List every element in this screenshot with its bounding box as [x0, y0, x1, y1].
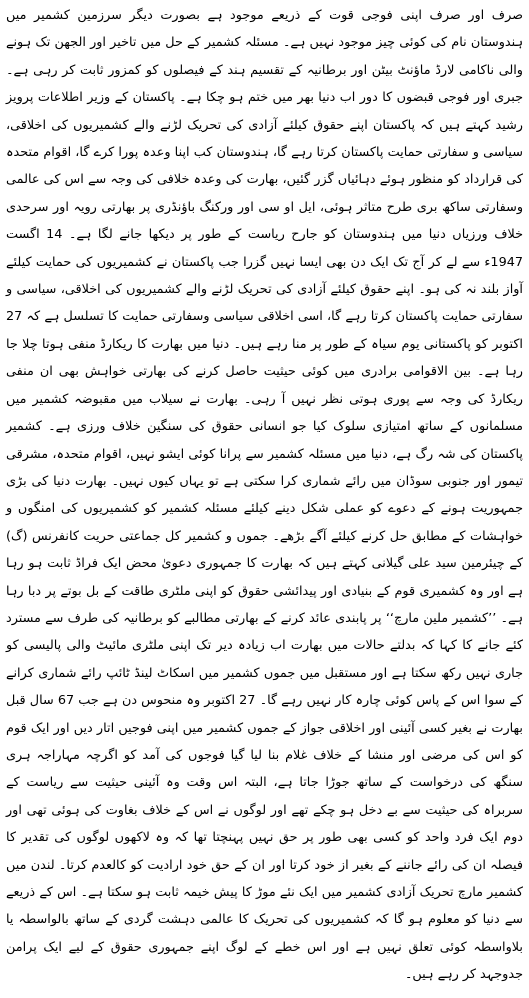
article-body: صرف اور صرف اپنی فوجی قوت کے ذریعے موجود ہے بصورت دیگر سرزمین کشمیر میں ہندوستان نام کی کوئی چیز موجود نہیں ہے۔ مسئلہ کشمیر کے حل میں تاخیر اور الجھن تک ہونے والی ناکامی لارڈ ماؤنٹ بیٹن اور برطانیہ کے تقسیم ہند کے فیصلوں کو کمزور ثابت کر رہی ہے۔ جبری اور فوجی قبضوں کا دور اب دنیا بھر میں ختم ہو چکا ہے۔ پاکستان کے وزیر اطلاعات پرویز رشید کہتے ہیں کہ پاکستان اپنے حقوق کیلئے آزادی کی تحریک لڑنے والے کشمیریوں کی اخلاقی، سیاسی و سفارتی حمایت پاکستان کرتا رہے گا، ہندوستان کب اپنا وعدہ پورا کرے گا، اقوام متحدہ کی قرارداد کو منظور ہوئے دہائیاں گزر گئیں، بھارت کی وعدہ خلافی کی وجہ سے اس کی عالمی وسفارتی ساکھ بری طرح متاثر ہوئی، ایل او سی اور ورکنگ باؤنڈری پر بھارتی رویہ اور سرحدی خلاف ورزیاں دنیا میں ہندوستان کو جارح ریاست کے طور پر دیکھا جانے لگا ہے۔ 14 اگست 1947ء سے لے کر آج تک ایک دن بھی ایسا نہیں گزرا جب پاکستان نے کشمیریوں کی حمایت کیلئے آواز بلند نہ کی ہو۔ اپنے حقوق کیلئے آزادی کی تحریک لڑنے والے کشمیریوں کی اخلاقی، سیاسی و سفارتی حمایت پاکستان کرتا رہے گا، اسی اخلاقی سیاسی وسفارتی حمایت کا تسلسل ہے کہ 27 اکتوبر کو پاکستانی یوم سیاہ کے طور پر منا رہے ہیں۔ دنیا میں بھارت کا ریکارڈ منفی ہوتا چلا جا رہا ہے۔ بین الاقوامی برادری میں کوئی حیثیت حاصل کرنے کی بھارتی خواہش بھی ان منفی ریکارڈ کی وجہ سے پوری ہوتی نظر نہیں آ رہی۔ بھارت نے سیلاب میں مقبوضہ کشمیر میں مسلمانوں کے ساتھ امتیازی سلوک کیا جو انسانی حقوق کی سنگین خلاف ورزی ہے۔ کشمیر پاکستان کی شہ رگ ہے، دنیا میں مسئلہ کشمیر سے پرانا کوئی ایشو نہیں، اقوام متحدہ، مشرقی تیمور اور جنوبی سوڈان میں رائے شماری کرا سکتی ہے تو یہاں کیوں نہیں۔ بھارت دنیا کی بڑی جمہوریت ہونے کے دعوے کو عملی شکل دینے کیلئے مسئلہ کشمیر کو کشمیریوں کی امنگوں و خواہشات کے مطابق حل کرنے کیلئے آگے بڑھے۔ جموں و کشمیر کل جماعتی حریت کانفرنس (گ) کے چیئرمین سید علی گیلانی کہتے ہیں کہ بھارت کا جمہوری دعویٰ محض ایک فراڈ ثابت ہو رہا ہے اور وہ کشمیری قوم کے بنیادی اور پیدائشی حقوق کو اپنی ملٹری طاقت کے بل بوتے پر دبا رہا ہے۔ ’’کشمیر ملین مارچ‘‘ پر پابندی عائد کرنے کے بھارتی مطالبے کو برطانیہ کی طرف سے مسترد کئے جانے کا کہا کہ بدلتے حالات میں بھارت اب زیادہ دیر تک اپنی ملٹری مائیٹ والی پالیسی کو جاری نہیں رکھ سکتا ہے اور مستقبل میں جموں کشمیر میں اسکاٹ لینڈ ٹائپ رائے شماری کرانے کے سوا اس کے پاس کوئی چارہ کار نہیں رہے گا۔ 27 اکتوبر وہ منحوس دن ہے جب 67 سال قبل بھارت نے بغیر کسی آئینی اور اخلاقی جواز کے جموں کشمیر میں اپنی فوجیں اتار دیں اور ایک قوم کو اس کی مرضی اور منشا کے خلاف غلام بنا لیا گیا فوجوں کی آمد کو اگرچہ مہاراجہ ہری سنگھ کی درخواست کے ساتھ جوڑا جاتا ہے، البتہ اس وقت وہ آئینی حیثیت سے ریاست کے سربراہ کی حیثیت سے بے دخل ہو چکے تھے اور لوگوں نے اس کے خلاف بغاوت کی ہوئی تھی اور دوم ایک فرد واحد کو کسی بھی طور پر حق نہیں پہنچتا تھا کہ وہ لاکھوں لوگوں کی تقدیر کا فیصلہ ان کی رائے جاننے کے بغیر از خود کرتا اور ان کے حق خود ارادیت کو کالعدم کرتا۔ لندن میں کشمیر مارچ تحریک آزادی کشمیر میں ایک نئے موڑ کا پیش خیمہ ثابت ہو سکتا ہے۔ اس کے ذریعے سے دنیا کو معلوم ہو گا کہ کشمیریوں کی تحریک کا عالمی دہشت گردی کے ساتھ بالواسطہ یا بلاواسطہ کوئی تعلق نہیں ہے اور اس خطے کے لوگ اپنے جمہوری حقوق کے لیے ایک پرامن جدوجہد کر رہے ہیں۔ [6, 8, 524, 983]
